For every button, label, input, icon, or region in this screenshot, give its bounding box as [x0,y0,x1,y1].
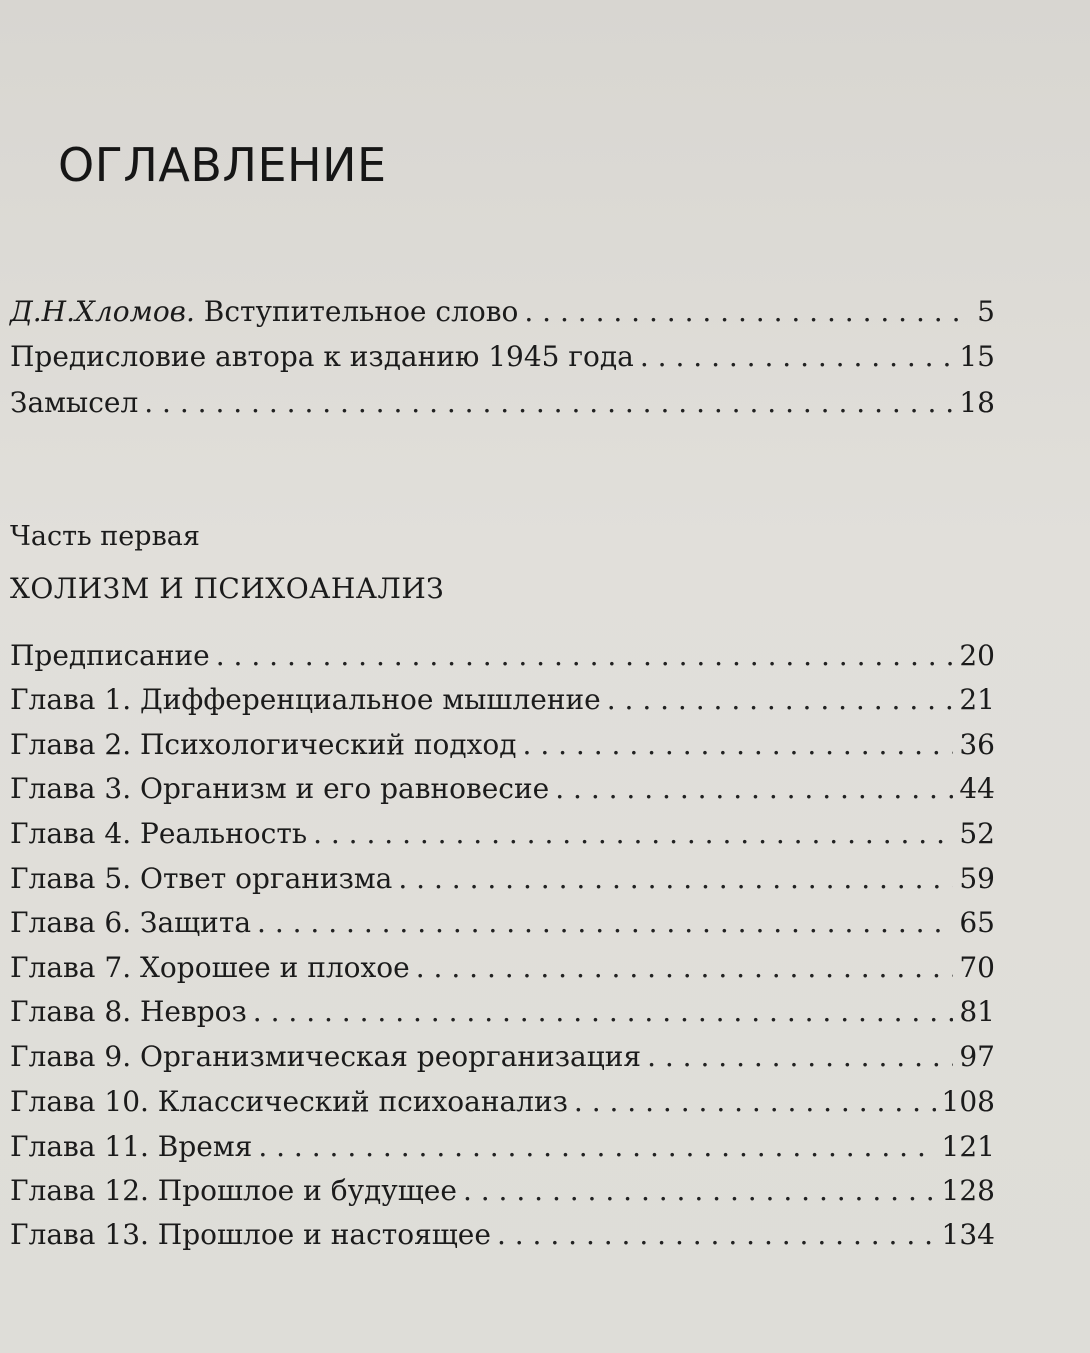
toc-entry [10,903,995,943]
dot-leader [463,1171,936,1211]
toc-entry [10,1171,995,1211]
dot-leader [144,383,953,423]
dot-leader [216,636,954,676]
toc-entry-page: 20 [959,639,995,672]
toc-entry [10,680,995,720]
toc-entry-page: 44 [959,772,995,805]
dot-leader [574,1082,936,1122]
toc-entry [10,636,995,676]
toc-entry-page: 59 [959,862,995,895]
part-label: Часть первая [10,521,200,552]
toc-entry [10,1215,995,1255]
toc-entry-page: 97 [959,1040,995,1073]
dot-leader [257,903,953,943]
toc-entry-page: 108 [941,1085,995,1118]
toc-entry-title: Глава 11. Время [10,1130,253,1163]
toc-entry-title: Глава 6. Защита [10,906,252,939]
dot-leader [313,814,953,854]
toc-entry-page: 134 [941,1218,995,1251]
toc-entry-title: Глава 3. Организм и его равновесие [10,772,550,805]
toc-entry [10,948,995,988]
toc-entry [10,992,995,1032]
toc-entry-title: Глава 5. Ответ организма [10,862,393,895]
dot-leader [555,769,953,809]
toc-entry-page: 121 [941,1130,995,1163]
toc-entry-title: Предписание [10,639,210,672]
toc-entry [10,1037,995,1077]
toc-entry-title: Предисловие автора к изданию 1945 года [10,340,634,373]
toc-entry-title: Глава 9. Организмическая реорганизация [10,1040,642,1073]
toc-entry-page: 81 [959,995,995,1028]
toc-entry-page: 18 [959,386,995,419]
toc-entry [10,859,995,899]
toc-entry [10,725,995,765]
toc-entry-title: Д.Н.Хломов. Вступительное слово [10,295,519,328]
dot-leader [647,1037,953,1077]
toc-entry-title: Глава 8. Невроз [10,995,247,1028]
toc-entry-page: 15 [959,340,995,373]
toc-entry-page: 65 [959,906,995,939]
toc-entry-title: Глава 13. Прошлое и настоящее [10,1218,491,1251]
toc-entry-title: Глава 4. Реальность [10,817,308,850]
dot-leader [497,1215,936,1255]
toc-entry-title: Глава 12. Прошлое и будущее [10,1174,457,1207]
toc-entry [10,814,995,854]
dot-leader [607,680,954,720]
dot-leader [640,337,954,377]
toc-entry-page: 5 [977,295,995,328]
toc-entry [10,769,995,809]
dot-leader [524,292,971,332]
dot-leader [523,725,954,765]
toc-entry [10,292,995,332]
toc-entry-title: Глава 1. Дифференциальное мышление [10,683,601,716]
toc-entry-page: 70 [959,951,995,984]
toc-entry-page: 36 [959,728,995,761]
dot-leader [253,992,954,1032]
toc-entry-title: Глава 10. Классический психоанализ [10,1085,568,1118]
part-title: ХОЛИЗМ И ПСИХОАНАЛИЗ [10,572,445,605]
toc-entry-author: Д.Н.Хломов. [10,295,195,328]
toc-entry-title: Замысел [10,386,139,419]
toc-entry [10,1082,995,1122]
toc-entry-page: 21 [959,683,995,716]
toc-entry-page: 128 [941,1174,995,1207]
toc-entry-title: Глава 2. Психологический подход [10,728,517,761]
page-title: ОГЛАВЛЕНИЕ [58,138,387,192]
toc-entry [10,337,995,377]
toc-entry [10,1127,995,1167]
toc-entry-title: Глава 7. Хорошее и плохое [10,951,410,984]
dot-leader [398,859,953,899]
toc-entry-page: 52 [959,817,995,850]
toc-entry [10,383,995,423]
dot-leader [258,1127,935,1167]
dot-leader [416,948,954,988]
